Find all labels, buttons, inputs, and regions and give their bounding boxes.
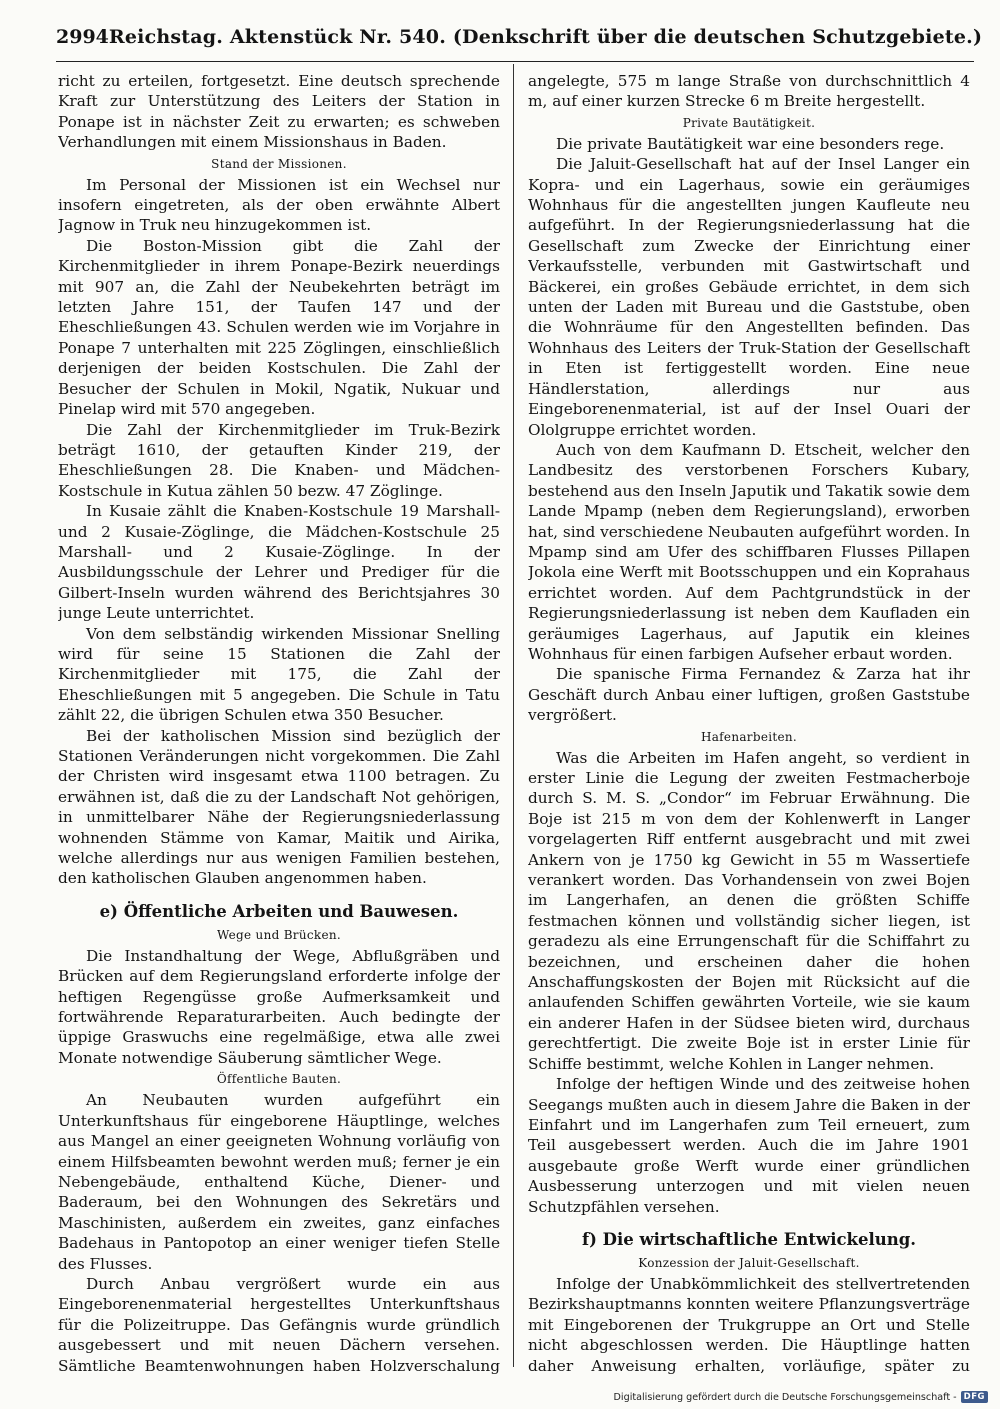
- paragraph: Die private Bautätigkeit war eine besonders rege.: [556, 134, 945, 153]
- footer-text: Digitalisierung gefördert durch die Deutsche Forschungsgemeinschaft -: [613, 1391, 957, 1403]
- subheading: Stand der Missionen.: [211, 156, 347, 171]
- paragraph: Die Boston-Mission gibt die Zahl der Kirchenmitglieder in ihrem Ponape-Bezirk neuerdings mit 907 an, die Zahl der Neubekehrten beträgt im letzten Jahre 151, der Taufen 147 und der Eheschließungen 43. Schulen werden wie im Vorjahre in Ponape 7 unterhalten mit 225 Zöglingen, einschließlich derjenigen der beiden Kostschulen. Die Zahl der Besucher der Schulen in Mokil, Ngatik, Nukuar und Pinelap wird mit 570 angegeben.: [58, 236, 500, 419]
- paragraph: Von dem selbständig wirkenden Missionar Snelling wird für seine 15 Stationen die Zahl der Kirchenmitglieder mit 175, die Zahl der Eheschließungen mit 5 angegeben. Die Schule in Tatu zählt 22, die übrigen Schulen etwa 350 Besucher.: [58, 624, 500, 725]
- dfg-logo: DFG: [961, 1391, 988, 1403]
- paragraph: Die Zahl der Kirchenmitglieder im Truk-Bezirk beträgt 1610, der getauften Kinder 219, der Eheschließungen 28. Die Knaben- und Mädchen-Kostschule in Kutua zählen 50 bezw. 47 Zöglinge.: [58, 420, 500, 500]
- paragraph: Infolge der heftigen Winde und des zeitweise hohen Seegangs mußten auch in diesem Jahre die Baken in der Einfahrt und im Langerhafen zum Teil erneuert, zum Teil ausgebessert werden. Auch die im Jahre 1901 ausgebaute große Werft wurde einer gründlichen Ausbesserung unterzogen und mit vielen neuen Schutzpfählen versehen.: [528, 1075, 970, 1216]
- paragraph: Was die Arbeiten im Hafen angeht, so verdient in erster Linie die Legung der zweiten Festmacherboje durch S. M. S. „Condor“ im Februar Erwähnung. Die Boje ist 215 m von dem der Kohlenwerft in Langer vorgelagerten Riff entfernt ausgebracht und mit zwei Ankern von je 1750 kg Gewicht in 55 m Wassertiefe verankert worden. Das Vorhandensein von zwei Bojen im Langerhafen, an denen die größten Schiffe festmachen können und vollständig sicher liegen, ist geradezu als eine Errungenschaft für die Schiffahrt zu bezeichnen, und erscheinen daher die hohen Anschaffungskosten der Bojen mit Rücksicht auf die anlaufenden Schiffen gewährten Vorteile, wie sie kaum ein anderer Hafen in der Südsee bieten wird, durchaus gerechtfertigt. Die zweite Boje ist in erster Linie für Schiffe bestimmt, welche Kohlen in Langer nehmen.: [528, 748, 970, 1073]
- subheading: Konzession der Jaluit-Gesellschaft.: [638, 1255, 860, 1270]
- digitization-footer: [600, 1390, 988, 1404]
- header-rule: [56, 61, 974, 62]
- section-heading: e) Öffentliche Arbeiten und Bauwesen.: [99, 901, 459, 921]
- paragraph: Die spanische Firma Fernandez & Zarza hat ihr Geschäft durch Anbau einer luftigen, großen Gaststube vergrößert.: [528, 665, 970, 725]
- paragraph: Infolge der Unabkömmlichkeit des stellvertretenden Bezirkshauptmanns konnten weitere Pflanzungsverträge mit Eingeborenen der Trukgruppe an Ort und Stelle nicht abgeschlossen werden. Die Häuptlinge hatten daher Anweisung erhalten, vorläufige, später zu: [528, 1274, 970, 1375]
- paragraph: An Neubauten wurden aufgeführt ein Unterkunftshaus für eingeborene Häuptlinge, welches aus Mangel an einer geeigneten Wohnung vorläufig von einem Hilfsbeamten bewohnt werden muß; ferner je ein Nebengebäude, enthaltend Küche, Diener- und Baderaum, bei den Wohnungen des Sekretärs und Maschinisten, außerdem ein zweites, ganz einfaches Badehaus in Pantopotop an einer weniger tiefen Stelle des Flusses.: [58, 1091, 500, 1273]
- paragraph: Die Instandhaltung der Wege, Abflußgräben und Brücken auf dem Regierungsland erforderte infolge der heftigen Regengüsse große Aufmerksamkeit und fortwährende Reparaturarbeiten. Auch bedingte der üppige Graswuchs eine regelmäßige, etwa alle zwei Monate notwendige Säuberung sämtlicher Wege.: [58, 946, 500, 1067]
- header-title: Reichstag. Aktenstück Nr. 540. (Denkschrift über die deutschen Schutzgebiete.): [108, 26, 983, 48]
- paragraph: Die Jaluit-Gesellschaft hat auf der Insel Langer ein Kopra- und ein Lagerhaus, sowie ein geräumiges Wohnhaus für die angestellten jungen Kaufleute neu aufgeführt. In der Regierungsniederlassung hat die Gesellschaft zum Zwecke der Einrichtung einer Verkaufsstelle, verbunden mit Gastwirtschaft und Bäckerei, ein großes Gebäude errichtet, in dem sich unten der Laden mit Bureau und die Gaststube, oben die Wohnräume für den Angestellten befinden. Das Wohnhaus des Leiters der Truk-Station der Gesellschaft in Eten ist fertiggestellt worden. Eine neue Händlerstation, allerdings nur aus Eingeborenenmaterial, ist auf der Insel Ouari der Ololgruppe errichtet worden.: [528, 155, 970, 439]
- subheading: Private Bautätigkeit.: [682, 115, 816, 130]
- column-divider: [513, 64, 514, 1367]
- subheading: Wege und Brücken.: [216, 927, 342, 942]
- paragraph: richt zu erteilen, fortgesetzt. Eine deutsch sprechende Kraft zur Unterstützung des Leiters der Station in Ponape ist in nächster Zeit zu erwarten; es schweben Verhandlungen mit einem Missionshaus in Baden.: [58, 72, 500, 152]
- paragraph: Auch von dem Kaufmann D. Etscheit, welcher den Landbesitz des verstorbenen Forschers Kubary, bestehend aus den Inseln Japutik und Takatik sowie dem Lande Mpamp (neben dem Regierungsland), erworben hat, sind verschiedene Neubauten aufgeführt worden. In Mpamp sind am Ufer des schiffbaren Flusses Pillapen Jokola eine Werft mit Bootsschuppen und ein Koprahaus errichtet worden. Auf dem Pachtgrundstück in der Regierungsniederlassung ist neben dem Kaufladen ein geräumiges Lagerhaus, auf Japutik ein kleines Wohnhaus für einen farbigen Aufseher erbaut worden.: [528, 440, 970, 663]
- page-number: 2994: [56, 26, 109, 48]
- paragraph: angelegte, 575 m lange Straße von durchschnittlich 4 m, auf einer kurzen Strecke 6 m Breite hergestellt.: [528, 72, 970, 111]
- subheading: Öffentliche Bauten.: [216, 1072, 342, 1087]
- paragraph: Bei der katholischen Mission sind bezüglich der Stationen Veränderungen nicht vorgekommen. Die Zahl der Christen wird insgesamt etwa 1100 betragen. Zu erwähnen ist, daß die zu der Landschaft Not gehörigen, in unmittelbarer Nähe der Regierungsniederlassung wohnenden Stämme von Kamar, Maitik und Airika, welche allerdings nur aus wenigen Familien bestehen, den katholischen Glauben angenommen haben.: [58, 726, 500, 888]
- paragraph: In Kusaie zählt die Knaben-Kostschule 19 Marshall- und 2 Kusaie-Zöglinge, die Mädchen-Kostschule 25 Marshall- und 2 Kusaie-Zöglinge. In der Ausbildungsschule der Lehrer und Prediger für die Gilbert-Inseln wurden während des Berichtsjahres 30 junge Leute unterrichtet.: [58, 502, 500, 623]
- section-heading: f) Die wirtschaftliche Entwickelung.: [581, 1229, 916, 1249]
- page-header: [56, 26, 983, 60]
- paragraph: Im Personal der Missionen ist ein Wechsel nur insofern eingetreten, als der oben erwähnte Albert Jagnow in Truk neu hinzugekommen ist.: [58, 175, 500, 235]
- paragraph: Durch Anbau vergrößert wurde ein aus Eingeborenenmaterial hergestelltes Unterkunftshaus für die Polizeitruppe. Das Gefängnis wurde gründlich ausgebessert und mit neuen Dächern versehen. Sämtliche Beamtenwohnungen haben Holzverschalung: [58, 1274, 500, 1375]
- subheading: Hafenarbeiten.: [700, 729, 798, 744]
- left-column: [58, 71, 500, 1377]
- right-column: [528, 71, 970, 1377]
